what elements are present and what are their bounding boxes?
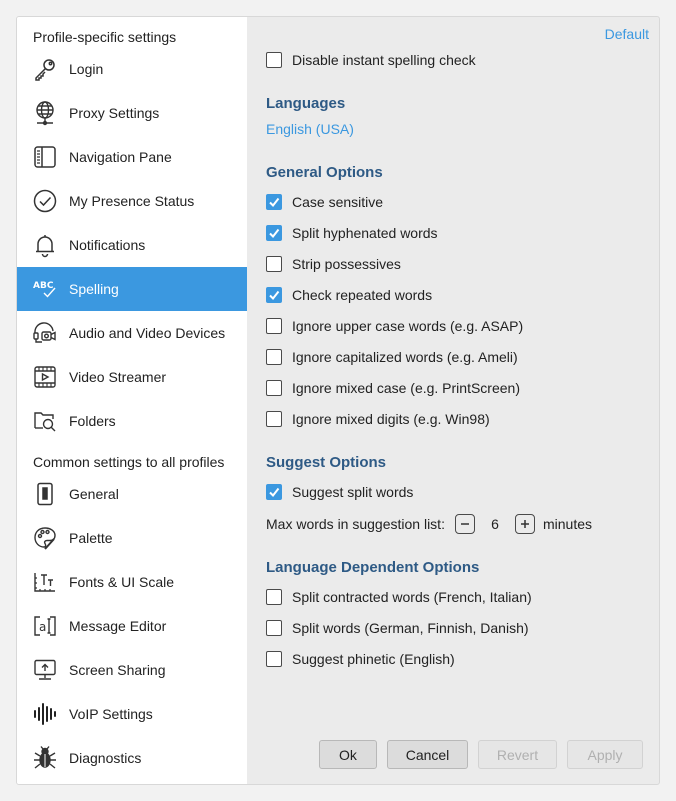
- sidebar-item-label: Diagnostics: [69, 750, 142, 766]
- checkbox[interactable]: [266, 411, 282, 427]
- sidebar-item-notifications[interactable]: [17, 223, 247, 267]
- checkbox-label: Case sensitive: [292, 194, 384, 210]
- apply-button[interactable]: Apply: [567, 740, 643, 769]
- split-contracted-checkbox[interactable]: [266, 587, 532, 607]
- suggest-split-words-checkbox[interactable]: [266, 482, 413, 502]
- headset-camera-icon: [31, 319, 59, 347]
- ignore-capitalized-checkbox[interactable]: [266, 347, 518, 367]
- font-scale-icon: [31, 568, 59, 596]
- checkbox[interactable]: [266, 484, 282, 500]
- checkbox-label: Suggest phinetic (English): [292, 651, 455, 667]
- max-words-value[interactable]: 6: [491, 516, 499, 532]
- sidebar-item-message-editor[interactable]: [17, 604, 247, 648]
- checkbox[interactable]: [266, 349, 282, 365]
- checkbox-label: Check repeated words: [292, 287, 433, 303]
- sidebar-item-login[interactable]: [17, 47, 247, 91]
- sidebar-item-spelling[interactable]: [17, 267, 247, 311]
- increment-button[interactable]: [515, 514, 535, 534]
- text-editor-icon: [31, 612, 59, 640]
- checkbox-label: Ignore upper case words (e.g. ASAP): [292, 318, 524, 334]
- max-words-stepper: [266, 513, 592, 535]
- sidebar-item-label: General: [69, 486, 119, 502]
- decrement-button[interactable]: [455, 514, 475, 534]
- bug-icon: [31, 744, 59, 772]
- common-section-label: Common settings to all profiles: [33, 454, 225, 470]
- sidebar-item-label: Message Editor: [69, 618, 167, 634]
- check-repeated-checkbox[interactable]: [266, 285, 432, 305]
- strip-possessives-checkbox[interactable]: [266, 254, 401, 274]
- minus-icon: [459, 518, 471, 530]
- revert-button[interactable]: Revert: [478, 740, 557, 769]
- split-words-checkbox[interactable]: [266, 618, 529, 638]
- navigation-pane-icon: [31, 143, 59, 171]
- ignore-mixed-digits-checkbox[interactable]: [266, 409, 490, 429]
- sidebar-item-voip-settings[interactable]: [17, 692, 247, 736]
- checkbox[interactable]: [266, 256, 282, 272]
- max-words-label: Max words in suggestion list:: [266, 516, 445, 532]
- checkbox[interactable]: [266, 651, 282, 667]
- checkbox[interactable]: [266, 318, 282, 334]
- sidebar-item-label: Video Streamer: [69, 369, 167, 385]
- bell-icon: [31, 231, 59, 259]
- spell-check-icon: [31, 275, 59, 303]
- settings-panel: [16, 16, 660, 785]
- sidebar-item-label: Screen Sharing: [69, 662, 166, 678]
- checkbox-label: Ignore mixed digits (e.g. Win98): [292, 411, 490, 427]
- sidebar-item-my-presence-status[interactable]: [17, 179, 247, 223]
- sidebar-item-screen-sharing[interactable]: [17, 648, 247, 692]
- sidebar-item-label: Fonts & UI Scale: [69, 574, 175, 590]
- spelling-settings-content: [247, 17, 659, 784]
- sidebar-item-label: VoIP Settings: [69, 706, 153, 722]
- sidebar-item-palette[interactable]: [17, 516, 247, 560]
- sidebar-item-label: Palette: [69, 530, 113, 546]
- globe-network-icon: [31, 99, 59, 127]
- general-options-heading: General Options: [266, 164, 383, 181]
- language-dependent-heading: Language Dependent Options: [266, 559, 480, 576]
- checkbox-label: Split contracted words (French, Italian): [292, 589, 532, 605]
- general-device-icon: [31, 480, 59, 508]
- ignore-mixed-case-checkbox[interactable]: [266, 378, 520, 398]
- key-icon: [31, 55, 59, 83]
- screen-share-icon: [31, 656, 59, 684]
- default-link[interactable]: Default: [604, 26, 649, 42]
- checkbox-label: Ignore mixed case (e.g. PrintScreen): [292, 380, 520, 396]
- plus-icon: [519, 518, 531, 530]
- checkbox[interactable]: [266, 52, 282, 68]
- sidebar-item-fonts-ui-scale[interactable]: [17, 560, 247, 604]
- language-link[interactable]: English (USA): [266, 121, 354, 137]
- sidebar-item-proxy-settings[interactable]: [17, 91, 247, 135]
- suggest-phonetic-checkbox[interactable]: [266, 649, 455, 669]
- film-play-icon: [31, 363, 59, 391]
- checkbox-label: Split hyphenated words: [292, 225, 438, 241]
- checkbox-label: Strip possessives: [292, 256, 401, 272]
- checkbox[interactable]: [266, 287, 282, 303]
- sidebar-item-label: Folders: [69, 413, 116, 429]
- sidebar-item-diagnostics[interactable]: [17, 736, 247, 780]
- cancel-button[interactable]: Cancel: [387, 740, 468, 769]
- waveform-icon: [31, 700, 59, 728]
- disable-instant-spelling-checkbox[interactable]: [266, 50, 476, 70]
- max-words-unit: minutes: [542, 516, 592, 532]
- sidebar-item-video-streamer[interactable]: [17, 355, 247, 399]
- checkbox-label: Split words (German, Finnish, Danish): [292, 620, 529, 636]
- sidebar-item-label: Audio and Video Devices: [69, 325, 226, 341]
- ok-button[interactable]: Ok: [319, 740, 377, 769]
- checkbox[interactable]: [266, 225, 282, 241]
- profile-section-label: Profile-specific settings: [33, 29, 177, 45]
- checkbox-label: Suggest split words: [292, 484, 414, 500]
- sidebar-item-audio-video-devices[interactable]: [17, 311, 247, 355]
- case-sensitive-checkbox[interactable]: [266, 192, 383, 212]
- sidebar-item-label: My Presence Status: [69, 193, 195, 209]
- checkbox[interactable]: [266, 194, 282, 210]
- folder-search-icon: [31, 407, 59, 435]
- sidebar-item-label: Spelling: [69, 281, 119, 297]
- checkbox-label: Disable instant spelling check: [292, 52, 476, 68]
- sidebar-item-navigation-pane[interactable]: [17, 135, 247, 179]
- ignore-upper-case-checkbox[interactable]: [266, 316, 523, 336]
- svg-text:ABC: ABC: [33, 281, 54, 291]
- check-circle-icon: [31, 187, 59, 215]
- svg-text:a: a: [39, 620, 47, 634]
- checkbox[interactable]: [266, 380, 282, 396]
- sidebar-item-label: Notifications: [69, 237, 146, 253]
- languages-heading: Languages: [266, 95, 346, 112]
- checkbox[interactable]: [266, 620, 282, 636]
- sidebar-item-label: Login: [69, 61, 104, 77]
- split-hyphenated-checkbox[interactable]: [266, 223, 438, 243]
- suggest-options-heading: Suggest Options: [266, 454, 386, 471]
- sidebar-item-label: Navigation Pane: [69, 149, 172, 165]
- sidebar-item-folders[interactable]: [17, 399, 247, 443]
- sidebar-item-label: Proxy Settings: [69, 105, 160, 121]
- palette-icon: [31, 524, 59, 552]
- checkbox[interactable]: [266, 589, 282, 605]
- checkbox-label: Ignore capitalized words (e.g. Ameli): [292, 349, 518, 365]
- sidebar-item-general[interactable]: [17, 472, 247, 516]
- settings-sidebar: [17, 17, 247, 784]
